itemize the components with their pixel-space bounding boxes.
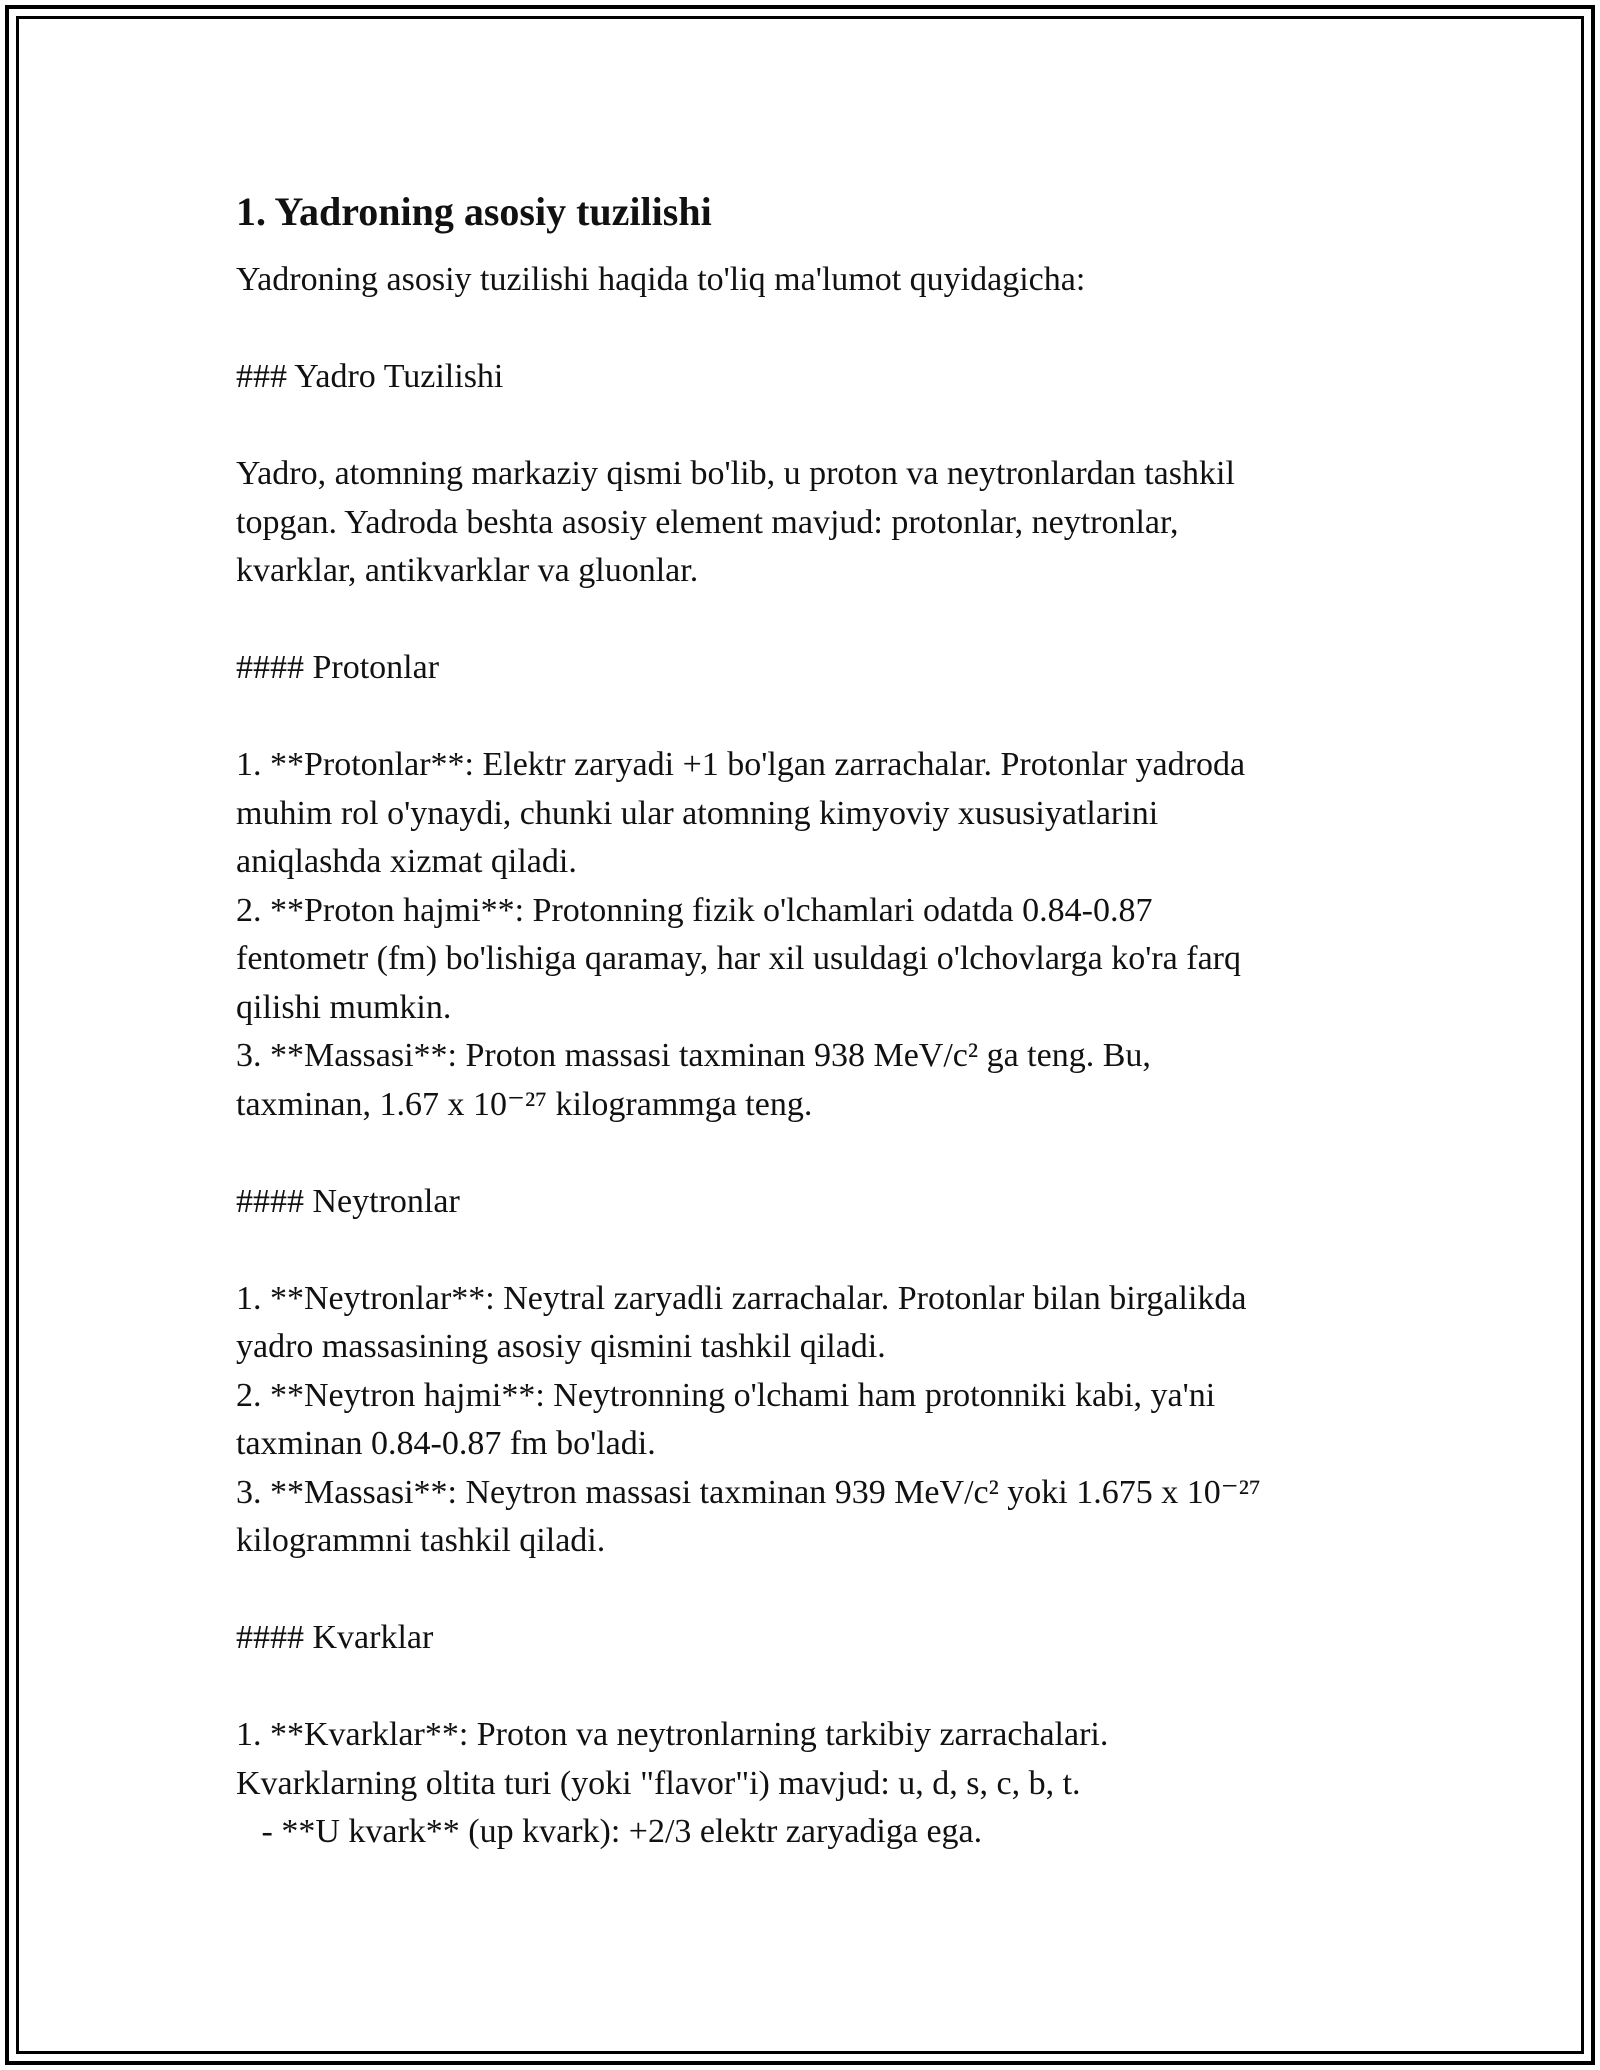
neytronlar-line: taxminan 0.84-0.87 fm bo'ladi.	[236, 1425, 656, 1462]
protonlar-line: aniqlashda xizmat qiladi.	[236, 843, 577, 880]
protonlar-line: 2. **Proton hajmi**: Protonning fizik o'lchamlari odatda 0.84-0.87	[236, 891, 1153, 929]
section-heading-yadro: ### Yadro Tuzilishi	[236, 358, 504, 395]
kvarklar-line: - **U kvark** (up kvark): +2/3 elektr zaryadiga ega.	[236, 1813, 983, 1850]
protonlar-line: 1. **Protonlar**: Elektr zaryadi +1 bo'lgan zarrachalar. Protonlar yadroda	[236, 746, 1246, 783]
protonlar-line: taxminan, 1.67 x 10⁻²⁷ kilogrammga teng.	[236, 1085, 813, 1123]
body-line: topgan. Yadroda beshta asosiy element mavjud: protonlar, neytronlar,	[236, 503, 1179, 541]
protonlar-line: 3. **Massasi**: Proton massasi taxminan 938 MeV/c² ga teng. Bu,	[236, 1037, 1151, 1074]
neytronlar-line: 1. **Neytronlar**: Neytral zaryadli zarrachalar. Protonlar bilan birgalikda	[236, 1279, 1247, 1317]
protonlar-line: fentometr (fm) bo'lishiga qaramay, har xil usuldagi o'lchovlarga ko'ra farq	[236, 940, 1241, 977]
subsection-heading-neytronlar: #### Neytronlar	[236, 1182, 460, 1220]
body-line: kvarklar, antikvarklar va gluonlar.	[236, 552, 699, 589]
document-body	[236, 186, 1366, 1857]
neytronlar-line: 2. **Neytron hajmi**: Neytronning o'lchami ham protonniki kabi, ya'ni	[236, 1376, 1216, 1414]
kvarklar-line: Kvarklarning oltita turi (yoki "flavor"i) mavjud: u, d, s, c, b, t.	[236, 1764, 1081, 1802]
page-title: 1. Yadroning asosiy tuzilishi	[236, 189, 712, 234]
subsection-heading-kvarklar: #### Kvarklar	[236, 1619, 434, 1656]
neytronlar-line: 3. **Massasi**: Neytron massasi taxminan 939 MeV/c² yoki 1.675 x 10⁻²⁷	[236, 1473, 1261, 1511]
neytronlar-line: yadro massasining asosiy qismini tashkil qiladi.	[236, 1328, 886, 1365]
body-line: Yadro, atomning markaziy qismi bo'lib, u proton va neytronlardan tashkil	[236, 455, 1235, 492]
neytronlar-line: kilogrammni tashkil qiladi.	[236, 1522, 606, 1559]
protonlar-line: qilishi mumkin.	[236, 988, 452, 1026]
subsection-heading-protonlar: #### Protonlar	[236, 649, 440, 686]
intro-paragraph: Yadroning asosiy tuzilishi haqida to'liq ma'lumot quyidagicha:	[236, 261, 1086, 298]
protonlar-line: muhim rol o'ynaydi, chunki ular atomning kimyoviy xususiyatlarini	[236, 794, 1159, 832]
kvarklar-line: 1. **Kvarklar**: Proton va neytronlarning tarkibiy zarrachalari.	[236, 1716, 1109, 1753]
